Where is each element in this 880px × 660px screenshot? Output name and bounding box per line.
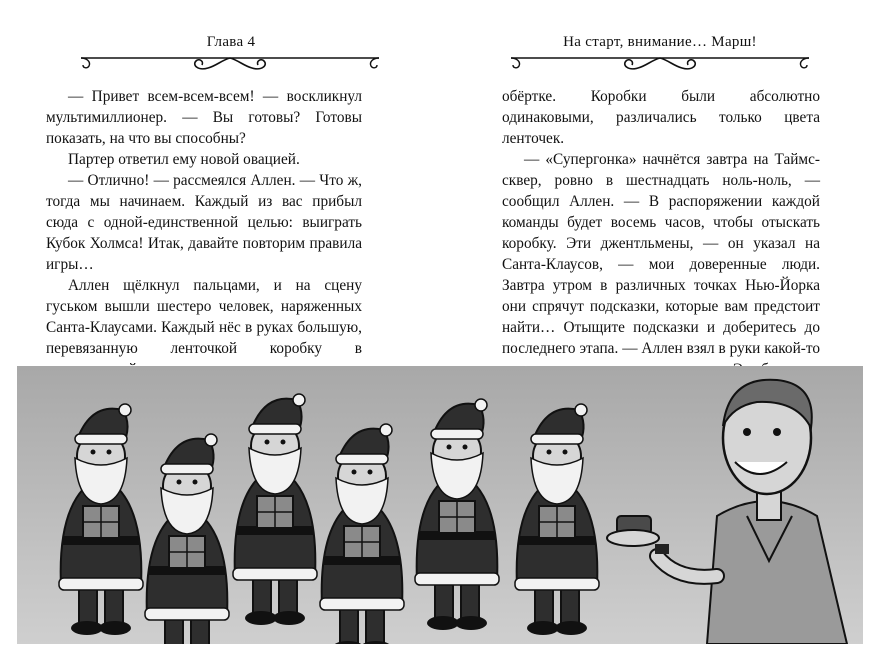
left-page-text [46,86,362,380]
santas-illustration [17,366,863,644]
right-page-header: На старт, внимание… Марш! [563,34,757,50]
right-paragraph-1: обёртке. Коробки были абсолютно одинаковыми, различались только цвета ленточек. [502,88,820,147]
left-paragraph-3: — Отлично! — рассмеялся Аллен. — Что ж, тогда мы начинаем. Каждый из вас прибыл сюда с одной-единственной целью: выиграть Кубок Холмса! Итак, давайте повторим правила игры… [46,172,362,273]
left-page-header: Глава 4 [206,34,256,50]
right-paragraph-2: — «Супергонка» начнётся завтра на Таймс-сквер, ровно в шестнадцать ноль-ноль, — сообщил Аллен. — В распоряжении каждой команды будет восемь часов, чтобы отыскать коробку. Эти джентльмены, — он указал на Санта-Клаусов, — мои доверенные люди. Завтра утром в различных точках Нью-Йорка они спрячут подсказки, которые вам предстоит найти… Отыщите подсказки и доберитесь до последнего этапа. — Аллен взял в руки какой-то [502,151,820,357]
left-paragraph-4: Аллен щёлкнул пальцами, и на сцену гуськом вышли шестеро человек, наряженных Санта-Клаусами. Каждый нёс в руках большую, перевязанную ленточкой коробку в [46,277,362,357]
left-header-flourish [75,52,385,76]
left-paragraph-1: — Привет всем-всем-всем! — воскликнул мультимиллионер. — Вы готовы? Готовы показать, на что вы способны? [46,88,362,147]
left-paragraph-2: Партер ответил ему новой овацией. [68,151,300,168]
right-header-flourish [505,52,815,76]
right-page-text [502,86,820,380]
